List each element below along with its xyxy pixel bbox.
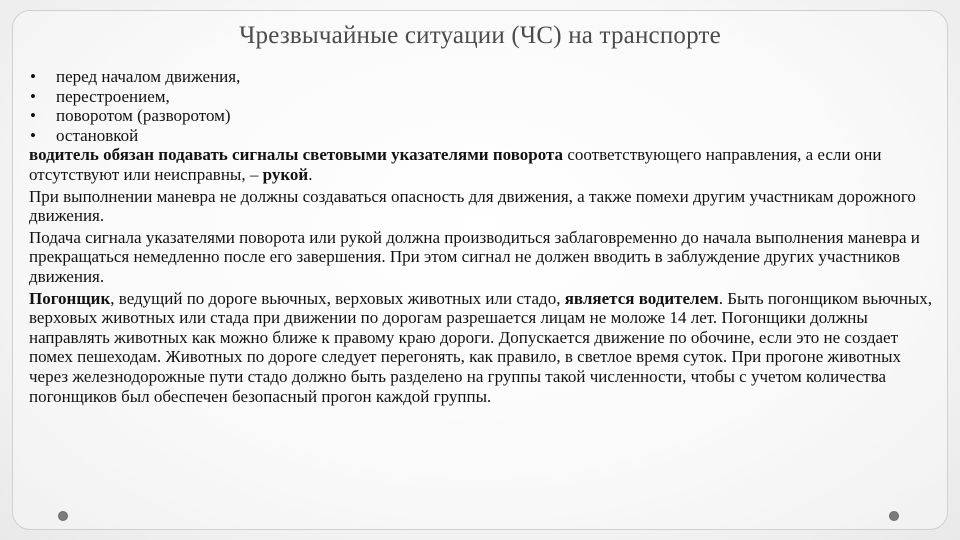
bullet-item-lane-change — [29, 87, 939, 107]
paragraph-signals — [29, 145, 939, 184]
bullet-marker: • — [30, 67, 36, 86]
bullet-item-start — [29, 67, 939, 87]
bullet-item-stop — [29, 126, 939, 146]
bold-hand: рукой — [262, 164, 309, 184]
paragraph-text: . — [308, 164, 313, 184]
left-corner-dot — [58, 511, 68, 521]
bullet-marker: • — [30, 106, 36, 126]
bold-drover: Погонщик — [29, 288, 111, 308]
paragraph-maneuver: При выполнении маневра не должны создаваться опасность для движения, а также помехи другим участникам дорожного движения. — [29, 186, 916, 226]
bullet-list — [29, 67, 939, 145]
paragraph-text: , ведущий по дороге вьючных, верховых животных или стадо, — [110, 288, 565, 308]
right-corner-dot — [889, 511, 899, 521]
bullet-marker: • — [30, 86, 36, 106]
bullet-text: перестроением, — [56, 86, 170, 106]
bullet-text: перед началом движения, — [56, 67, 241, 86]
paragraph-text: . Быть погонщиком вьючных, верховых животных или стада при движении по дорогам разрешается лицам не моложе 14 лет. Погонщики должны направлять животных как можно ближе к правому краю дороги. Допускается движение по обочине, если это не создает помех пешеходам. Животных по дороге следует перегонять, как правило, в светлое время суток. При прогоне животных через железнодорожные пути стадо должно быть разделено на группы такой численности, чтобы с учетом количества погонщиков был обеспечен безопасный прогон каждой группы. — [29, 288, 932, 406]
bullet-text: остановкой — [56, 125, 139, 145]
bullet-marker: • — [30, 125, 36, 145]
bold-is-driver: является водителем — [564, 288, 719, 308]
paragraph-drover — [29, 289, 939, 407]
bullet-text: поворотом (разворотом) — [56, 106, 231, 126]
paragraph-signal-timing: Подача сигнала указателями поворота или рукой должна производиться заблаговременно до начала выполнения маневра и прекращаться немедленно после его завершения. При этом сигнал не должен вводить в заблуждение других участников движения. — [29, 227, 920, 286]
paragraph-text: соответствующего направления, а если они отсутствуют или неисправны, – — [29, 145, 882, 184]
bold-signal-rule: водитель обязан подавать сигналы световыми указателями поворота — [29, 145, 564, 165]
slide-title: Чрезвычайные ситуации (ЧС) на транспорте — [239, 22, 721, 49]
bullet-item-turn — [29, 106, 939, 126]
slide-content — [29, 67, 939, 406]
